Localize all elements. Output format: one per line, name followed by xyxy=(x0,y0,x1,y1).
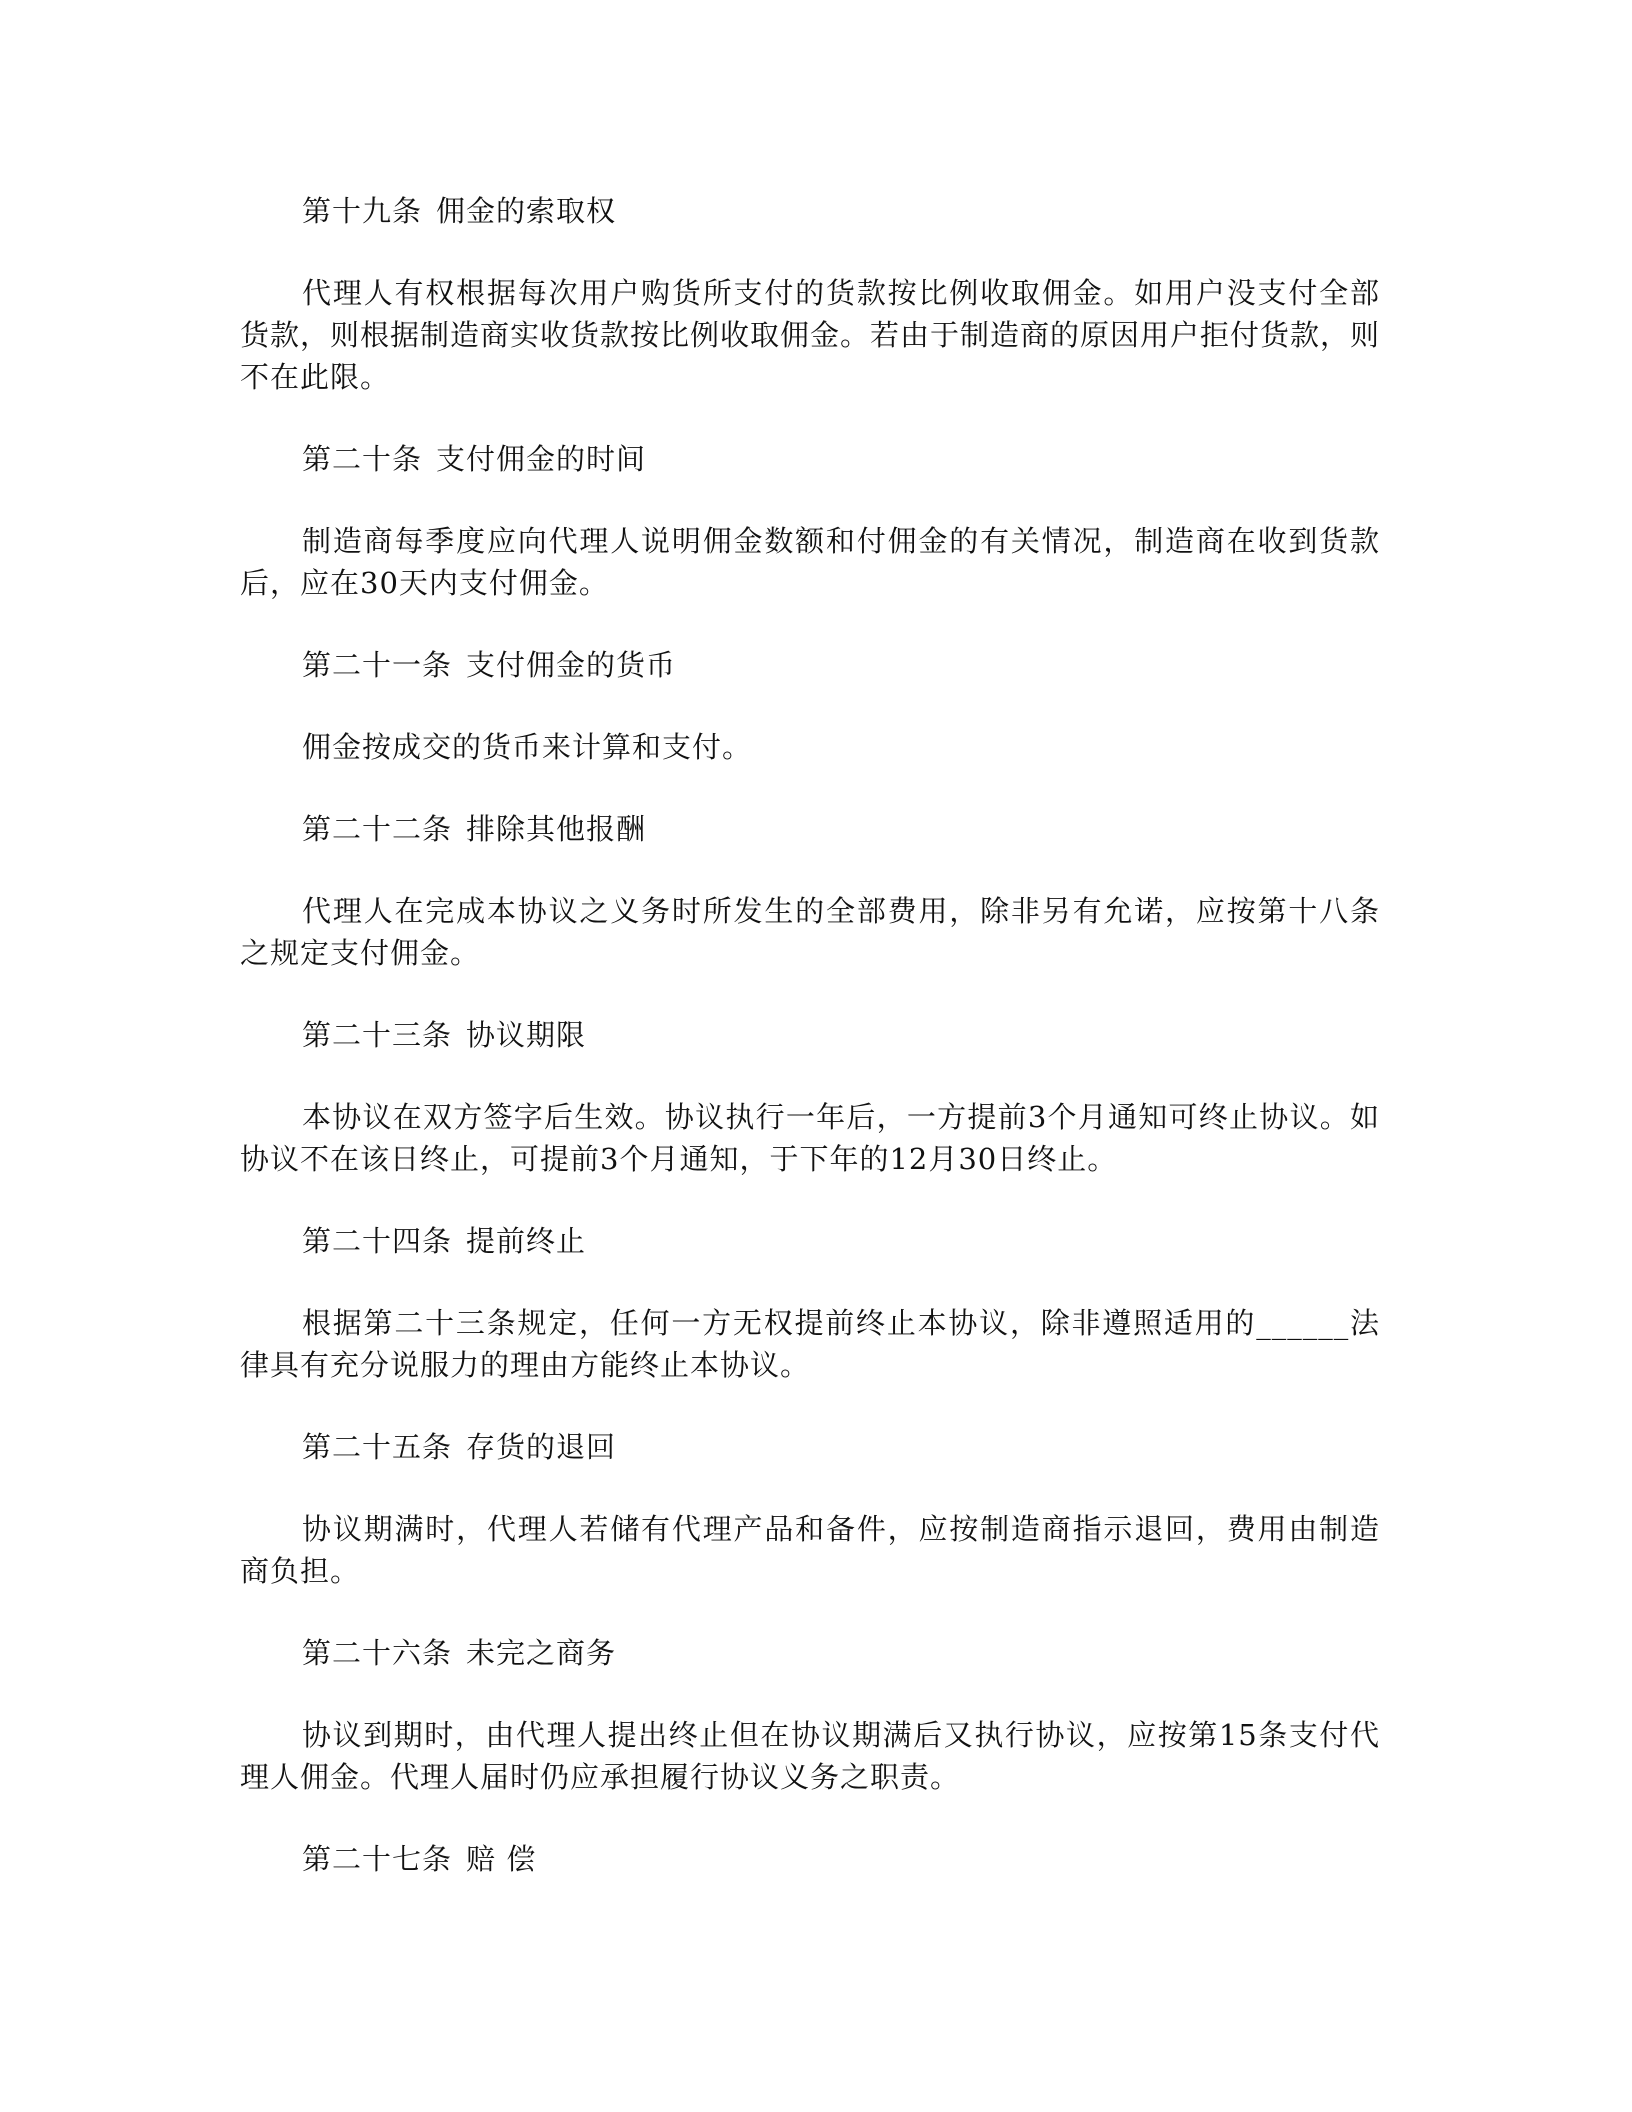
article-body: 制造商每季度应向代理人说明佣金数额和付佣金的有关情况，制造商在收到货款后，应在30天内支付佣金。 xyxy=(240,524,1380,600)
article-title: 未完之商务 xyxy=(466,1636,617,1670)
article-heading xyxy=(240,808,1380,850)
article-number: 第二十五条 xyxy=(302,1430,453,1464)
article-heading xyxy=(240,1838,1380,1880)
article-body: 根据第二十三条规定，任何一方无权提前终止本协议，除非遵照适用的______法律具有充分说服力的理由方能终止本协议。 xyxy=(240,1306,1380,1382)
article-body: 代理人在完成本协议之义务时所发生的全部费用，除非另有允诺，应按第十八条之规定支付佣金。 xyxy=(240,894,1380,970)
article-number: 第二十六条 xyxy=(302,1636,453,1670)
article-heading xyxy=(240,438,1380,480)
article-body: 佣金按成交的货币来计算和支付。 xyxy=(302,730,753,764)
article-body: 本协议在双方签字后生效。协议执行一年后，一方提前3个月通知可终止协议。如协议不在该日终止，可提前3个月通知，于下年的12月30日终止。 xyxy=(240,1100,1380,1176)
article-title: 提前终止 xyxy=(466,1224,587,1258)
article-heading xyxy=(240,644,1380,686)
article-number: 第二十二条 xyxy=(302,812,453,846)
article-heading xyxy=(240,1632,1380,1674)
article-body: 协议期满时，代理人若储有代理产品和备件，应按制造商指示退回，费用由制造商负担。 xyxy=(240,1512,1380,1588)
article-body: 协议到期时，由代理人提出终止但在协议期满后又执行协议，应按第15条支付代理人佣金。代理人届时仍应承担履行协议义务之职责。 xyxy=(240,1718,1380,1794)
article-number: 第二十四条 xyxy=(302,1224,453,1258)
article-body: 代理人有权根据每次用户购货所支付的货款按比例收取佣金。如用户没支付全部货款，则根据制造商实收货款按比例收取佣金。若由于制造商的原因用户拒付货款，则不在此限。 xyxy=(240,276,1381,394)
article-heading xyxy=(240,1426,1380,1468)
article-number: 第二十条 xyxy=(302,442,423,476)
article-title: 支付佣金的货币 xyxy=(466,648,677,682)
article-title: 赔 偿 xyxy=(466,1842,537,1876)
article-title: 排除其他报酬 xyxy=(466,812,647,846)
article-heading xyxy=(240,190,1380,232)
article-heading xyxy=(240,1014,1380,1056)
article-title: 存货的退回 xyxy=(466,1430,617,1464)
article-title: 协议期限 xyxy=(466,1018,587,1052)
article-title: 支付佣金的时间 xyxy=(436,442,647,476)
article-title: 佣金的索取权 xyxy=(436,194,617,228)
article-number: 第二十一条 xyxy=(302,648,453,682)
article-number: 第二十七条 xyxy=(302,1842,453,1876)
document-content xyxy=(240,190,1380,1920)
article-heading xyxy=(240,1220,1380,1262)
article-number: 第十九条 xyxy=(302,194,423,228)
article-number: 第二十三条 xyxy=(302,1018,453,1052)
